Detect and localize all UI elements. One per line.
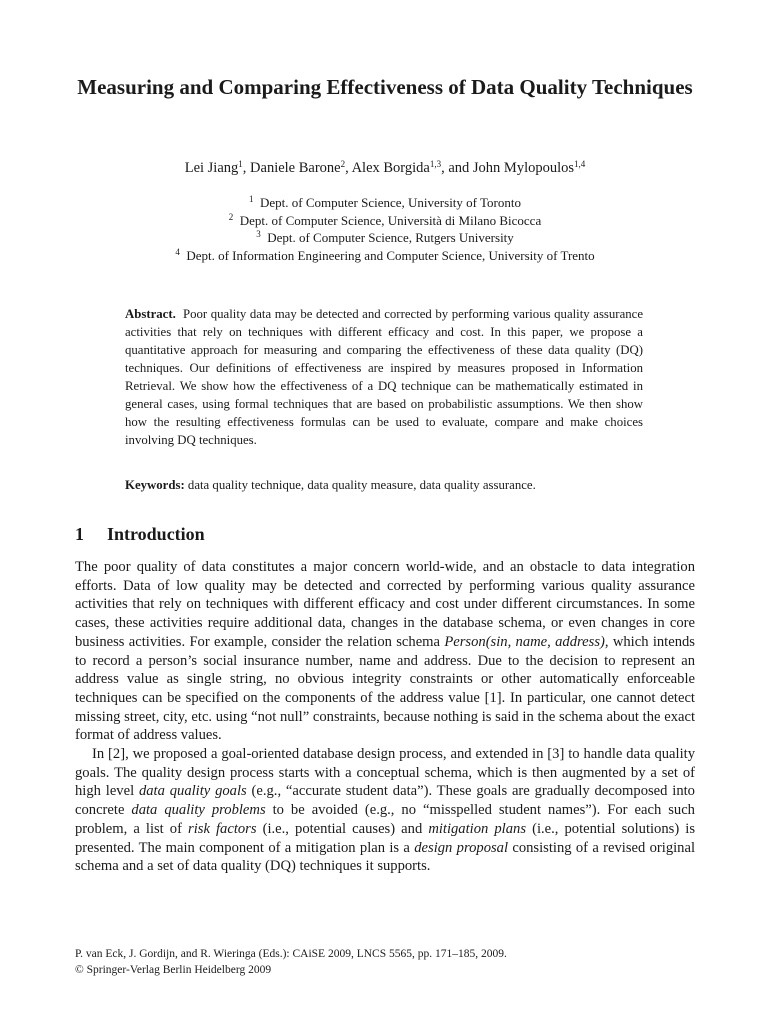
- affiliation-mark: 1: [249, 194, 254, 204]
- author-name: John Mylopoulos: [472, 160, 575, 176]
- citation-line: P. van Eck, J. Gordijn, and R. Wieringa (Eds.): CAiSE 2009, LNCS 5565, pp. 171–185, 2009.: [75, 948, 507, 960]
- affiliation-text: Dept. of Information Engineering and Computer Science, University of Trento: [186, 247, 595, 263]
- affiliation: [60, 194, 710, 212]
- text-run: (i.e., potential solutions) is presented. The main component of a mitigation plan is a: [75, 820, 695, 856]
- text-run: (e.g., “accurate student data”). These goals are gradually decomposed into concrete: [75, 783, 695, 819]
- author-separator: , and: [441, 160, 473, 176]
- text-run: The poor quality of data constitutes a major concern world-wide, and an obstacle to data integration efforts. Data of low quality may be detected and corrected by performing various quality assurance activities that rely on techniques with different efficacy and cost under different circumstances. In some cases, these activities require additional data, changes in the database schema, or even changes in core business activities. For example, consider the relation schema: [75, 559, 695, 650]
- text-run: consisting of a revised original schema and a set of data quality (DQ) techniques it supports.: [75, 839, 696, 875]
- author-name: Lei Jiang: [184, 160, 239, 176]
- affiliation-text: Dept. of Computer Science, Università di Milano Bicocca: [239, 212, 542, 228]
- text-run: , which intends to record a person’s social insurance number, name and address. Due to the decision to represent an address value as single string, no obvious integrity constraints or other automatically enforceable techniques can be specified on the components of the address value [1]. In particular, one cannot detect missing street, city, etc. using “not null” constraints, because nothing is said in the schema about the exact format of address values.: [75, 633, 695, 744]
- author-name: Alex Borgida: [351, 160, 430, 176]
- keywords-text: data quality technique, data quality measure, data quality assurance.: [187, 478, 536, 492]
- author-name: Daniele Barone: [250, 160, 341, 176]
- copyright-line: © Springer-Verlag Berlin Heidelberg 2009: [75, 964, 272, 976]
- body-text: [75, 558, 695, 876]
- section-title: Introduction: [107, 524, 205, 544]
- author: [185, 160, 250, 176]
- affiliation-list: [60, 194, 710, 264]
- affiliation: [60, 212, 710, 230]
- author-separator: ,: [345, 160, 352, 176]
- italic-run: mitigation plans: [428, 820, 527, 837]
- italic-run: data quality goals: [138, 783, 247, 800]
- author-affiliation-mark: 1,4: [574, 159, 586, 169]
- paragraph: [75, 745, 695, 876]
- affiliation: [60, 229, 710, 247]
- author-list: [60, 158, 710, 178]
- text-run: to be avoided (e.g., no “misspelled student names”). For each such problem, a list of: [75, 802, 695, 837]
- affiliation-mark: 4: [175, 246, 180, 257]
- text-run: (i.e., potential causes) and: [256, 820, 429, 837]
- affiliation-mark: 3: [256, 229, 261, 239]
- text-run: In [2], we proposed a goal-oriented database design process, and extended in [3] to handle data quality goals. The quality design process starts with a conceptual schema, which is then augmented by a set of high level: [75, 746, 695, 800]
- author-affiliation-mark: 1,3: [429, 159, 442, 169]
- section-heading: [75, 522, 205, 546]
- publication-footer: [75, 946, 695, 978]
- paper-title: Measuring and Comparing Effectiveness of Data Quality Techniques: [77, 75, 693, 99]
- author: [473, 160, 585, 176]
- author-separator: ,: [242, 160, 251, 176]
- abstract: [125, 305, 643, 449]
- author-affiliation-mark: 1: [238, 159, 243, 169]
- abstract-text: Poor quality data may be detected and corrected by performing various quality assurance activities that rely on techniques with different efficacy and cost. In this paper, we propose a quantitative approach for measuring and comparing the effectiveness of these data quality (DQ) techniques. Our definitions of effectiveness are inspired by measures proposed in Information Retrieval. We show how the effectiveness of a DQ technique can be mathematically estimated in general cases, using formal techniques that are based on probabilistic assumptions. We then show how the resulting effectiveness formulas can be used to evaluate, compare and make choices involving DQ techniques.: [125, 307, 644, 447]
- author: [250, 160, 352, 176]
- italic-run: data quality problems: [131, 802, 266, 819]
- italic-run: design proposal: [414, 839, 509, 856]
- section-number: 1: [75, 524, 84, 544]
- author: [352, 160, 473, 176]
- paragraph: [75, 558, 695, 745]
- affiliation-text: Dept. of Computer Science, Rutgers University: [267, 230, 514, 245]
- affiliation-mark: 2: [228, 211, 234, 222]
- abstract-label: Abstract.: [125, 307, 176, 321]
- keywords-label: Keywords:: [125, 478, 185, 492]
- keywords: [125, 476, 655, 494]
- italic-run: risk factors: [188, 820, 257, 837]
- author-affiliation-mark: 2: [340, 159, 346, 169]
- affiliation: [60, 247, 710, 265]
- affiliation-text: Dept. of Computer Science, University of Toronto: [260, 195, 521, 210]
- italic-run: Person(sin, name, address): [444, 633, 605, 650]
